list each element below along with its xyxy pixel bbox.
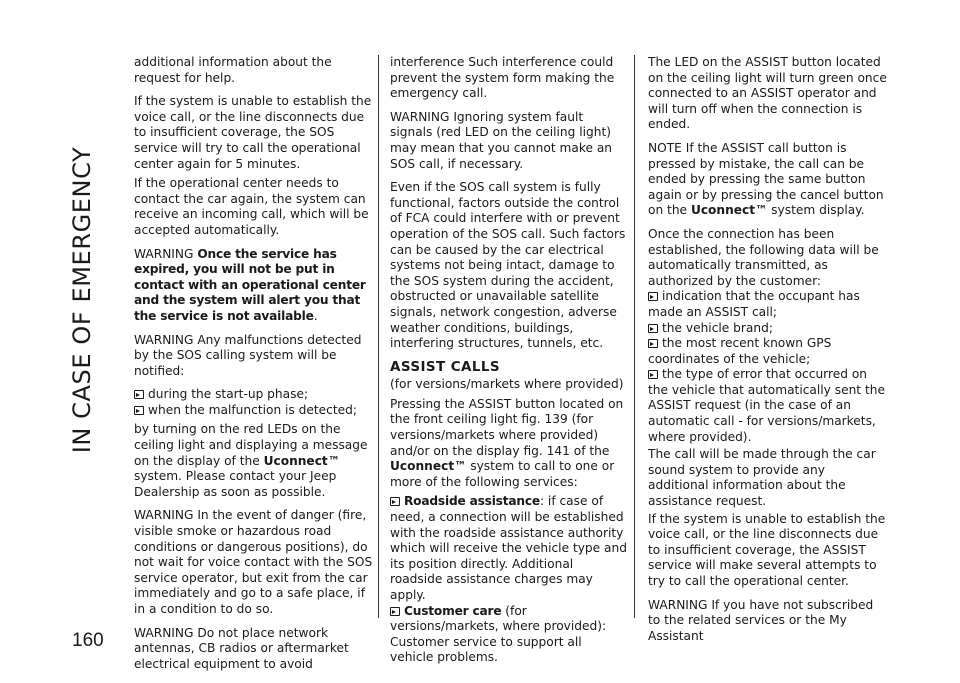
text: Pressing the ASSIST button located on the front ceiling light fig. 139 (for versions/markets where provided) and/or on the display fig. 141 of the: [390, 396, 624, 458]
warning-paragraph: WARNING Any malfunctions detected by the SOS calling system will be notified:: [134, 332, 362, 378]
column-1: [134, 55, 374, 680]
paragraph: additional information about the request for help.: [134, 55, 332, 85]
list-item-text: indication that the occupant has made an ASSIST call;: [648, 289, 860, 319]
page-number: 160: [72, 630, 104, 651]
text: by turning on the red LEDs on the ceiling light and displaying a message on the display of the: [134, 422, 368, 468]
paragraph: If the operational center needs to contact the car again, the system can receive an incoming call, which will be accepted automatically.: [134, 176, 369, 237]
chapter-title: IN CASE OF EMERGENCY: [68, 146, 96, 454]
paragraph: The call will be made through the car sound system to provide any additional information about the assistance request.: [648, 447, 876, 509]
paragraph: If the system is unable to establish the voice call, or the line disconnects due to insufficient coverage, the ASSIST service will make several attempts to try to call the operational center.: [648, 511, 886, 588]
brand-name: Uconnect™: [390, 459, 467, 474]
warning-label: WARNING: [134, 246, 194, 261]
paragraph: [134, 422, 374, 500]
warning-text: Once the service has expired, you will not be put in contact with an operational center and the system will alert you that the service is not available: [134, 246, 366, 323]
list-item-text: the most recent known GPS coordinates of the vehicle;: [648, 336, 832, 366]
list-item-text: (for versions/markets, where provided): Customer service to support all vehicle problems.: [390, 603, 607, 665]
brand-name: Uconnect™: [690, 203, 768, 218]
text: NOTE If the ASSIST call button is pressed by mistake, the call can be ended by pressing the same button again or by pressing the cancel button on the: [648, 140, 884, 218]
paragraph: The LED on the ASSIST button located on the ceiling light will turn green once connected to an ASSIST operator and will turn off when the connection is ended.: [648, 55, 887, 132]
list-item: [390, 494, 628, 603]
bullet-icon: [648, 339, 658, 348]
column-3: [648, 55, 888, 652]
list-item-label: Customer care: [404, 603, 502, 618]
warning-paragraph: [134, 247, 374, 325]
paragraph: interference Such interference could prevent the system form making the emergency call.: [390, 55, 615, 101]
section-subtitle: (for versions/markets where provided): [390, 377, 624, 392]
section-heading: ASSIST CALLS: [390, 358, 501, 375]
list-item: [648, 321, 888, 337]
bullet-icon: [390, 607, 400, 616]
paragraph: If the system is unable to establish the voice call, or the line disconnects due to insufficient coverage, the SOS service will try to call the operational center again for 5 minutes.: [134, 94, 372, 171]
bullet-icon: [134, 390, 144, 399]
list-item: [134, 387, 374, 403]
paragraph: Even if the SOS call system is fully functional, factors outside the control of FCA could interfere with or prevent operation of the SOS call. Such factors can be caused by the car electrical systems not being intact, damage to the SOS system during the accident, obstructed or unavailable satellite signals, network congestion, adverse weather conditions, buildings, interfering structures, tunnels, etc.: [390, 180, 626, 351]
brand-name: Uconnect™: [263, 453, 340, 468]
list-item-label: Roadside assistance: [404, 494, 540, 509]
paragraph: Once the connection has been established, the following data will be automatically transmitted, as authorized by the customer:: [648, 226, 879, 288]
list-item-text: the type of error that occurred on the vehicle that automatically sent the ASSIST request (in the case of an automatic call - for versions/markets, where provided).: [648, 367, 885, 444]
warning-paragraph: WARNING In the event of danger (fire, visible smoke or hazardous road conditions or dangerous positions), do not wait for voice contact with the SOS service operator, but exit from the car immediately and go to a safe place, if in a condition to do so.: [134, 508, 373, 616]
text: system display.: [771, 203, 865, 218]
note-paragraph: [648, 141, 888, 219]
list-item-text: : if case of need, a connection will be established with the roadside assistance authority which will receive the vehicle type and its position directly. Additional roadside assistance charges may apply.: [390, 494, 627, 602]
text: system to call to one or more of the following services:: [390, 459, 615, 489]
warning-paragraph: WARNING Do not place network antennas, CB radios or aftermarket electrical equipment to avoid: [134, 625, 349, 671]
bullet-icon: [648, 370, 658, 379]
column-2: [390, 55, 628, 666]
column-divider: [378, 55, 379, 618]
list-item-text: during the start-up phase;: [148, 387, 309, 402]
column-divider: [634, 55, 635, 618]
paragraph: [390, 397, 628, 491]
warning-paragraph: WARNING Ignoring system fault signals (red LED on the ceiling light) may mean that you cannot make an SOS call, if necessary.: [390, 109, 613, 171]
bullet-icon: [648, 324, 658, 333]
punctuation: .: [313, 308, 318, 323]
bullet-icon: [648, 292, 658, 301]
list-item: [648, 336, 888, 367]
bullet-icon: [390, 497, 400, 506]
list-item: [134, 403, 374, 419]
list-item: [390, 604, 628, 666]
warning-paragraph: WARNING If you have not subscribed to the related services or the My Assistant: [648, 597, 874, 643]
list-item-text: the vehicle brand;: [662, 320, 773, 335]
list-item-text: when the malfunction is detected;: [148, 402, 357, 417]
list-item: [648, 289, 888, 320]
text: system. Please contact your Jeep Dealership as soon as possible.: [134, 469, 337, 499]
list-item: [648, 367, 888, 445]
bullet-icon: [134, 406, 144, 415]
